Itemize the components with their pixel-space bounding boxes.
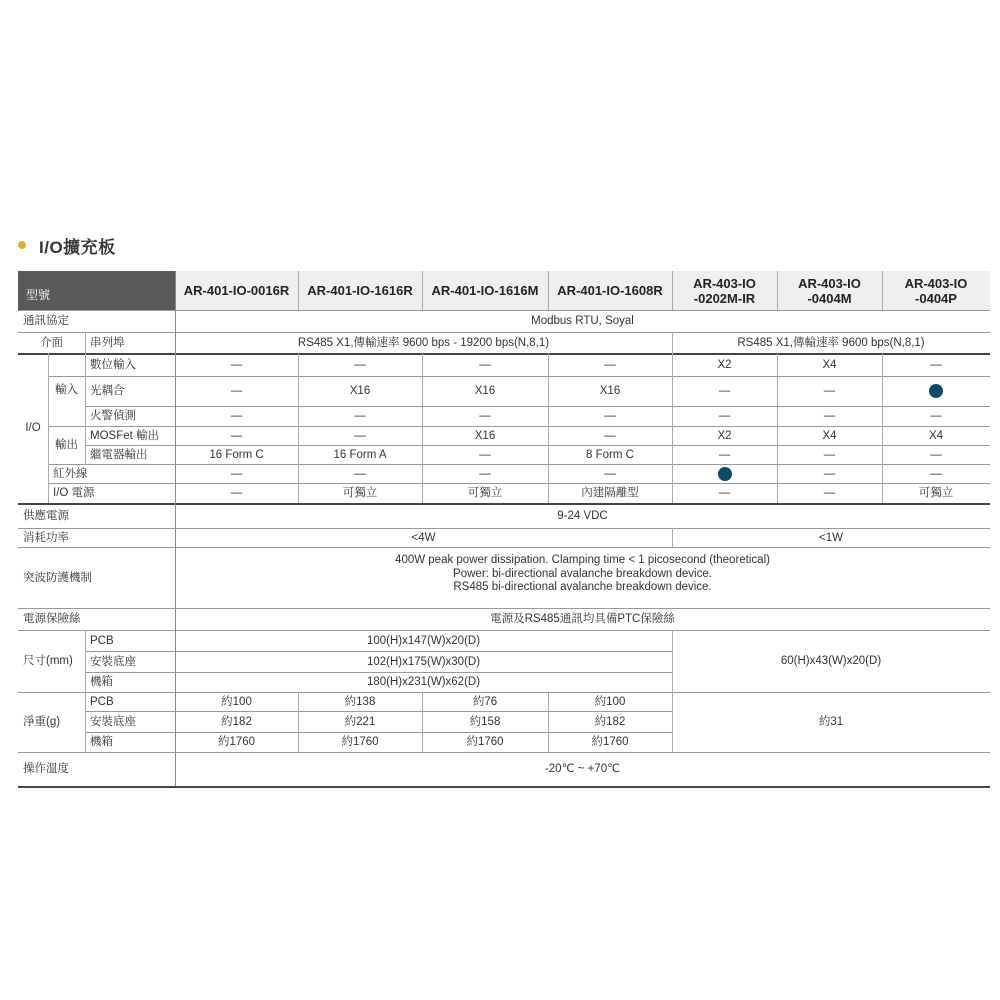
consumption-value-401: <4W [411, 531, 436, 544]
weight-value-cell: 約1760 [591, 736, 629, 748]
model-name: AR-401-IO-1616R [307, 283, 413, 298]
model-name: AR-401-IO-1608R [557, 283, 663, 298]
row-divider [48, 483, 990, 484]
column-divider [422, 271, 423, 310]
io-value-cell: X16 [349, 385, 371, 397]
io-relay-output-label: 繼電器輸出 [90, 448, 148, 461]
column-divider [548, 271, 549, 310]
weight-value-cell: 約182 [594, 715, 626, 728]
io-value-cell: — [823, 467, 836, 480]
header-model-5 [777, 271, 882, 310]
row-divider [18, 332, 990, 333]
row-divider [85, 445, 990, 446]
row-divider [18, 692, 990, 693]
io-value-cell: X16 [599, 385, 621, 397]
interface-value-403: RS485 X1,傳輸速率 9600 bps(N,8,1) [737, 336, 925, 349]
io-value-cell: 內建隔離型 [581, 487, 639, 499]
section-title-text: I/O擴充板 [39, 237, 116, 257]
io-value-cell: — [230, 358, 243, 371]
column-divider [672, 332, 673, 353]
header-model-0 [175, 271, 298, 310]
io-mosfet-output-label: MOSFet 輸出 [90, 429, 160, 442]
column-divider [48, 353, 49, 503]
row-divider [18, 630, 990, 631]
surge-line-1: 400W peak power dissipation. Clamping time < 1 picosecond (theoretical) [395, 554, 770, 567]
column-divider [85, 630, 86, 752]
weight-value-cell: 約1760 [217, 736, 256, 748]
column-divider [175, 271, 176, 786]
column-divider [672, 353, 673, 503]
row-divider [48, 464, 990, 465]
io-value-cell: — [479, 410, 491, 422]
io-value-cell: — [479, 448, 491, 461]
size-pcb-value: 100(H)x147(W)x20(D) [366, 634, 481, 647]
weight-value-403: 約31 [818, 716, 844, 728]
row-divider [18, 786, 990, 788]
size-case-label: 機箱 [90, 676, 113, 688]
header-model-4 [672, 271, 777, 310]
io-value-cell: — [230, 467, 243, 480]
io-value-cell: 可獨立 [342, 487, 378, 499]
weight-pcb-label: PCB [90, 695, 114, 708]
io-value-cell: 16 Form A [333, 448, 387, 461]
protocol-value: Modbus RTU, Soyal [531, 315, 634, 327]
model-name: AR-403-IO [693, 275, 756, 291]
size-mount-value: 102(H)x175(W)x30(D) [366, 655, 481, 668]
io-power-label: I/O 電源 [53, 487, 95, 499]
io-value-cell: — [718, 385, 731, 397]
header-model-label: 型號 [18, 271, 175, 310]
io-value-cell: — [479, 358, 491, 371]
io-fire-detect-label: 火警偵測 [90, 410, 136, 422]
io-value-cell: X16 [474, 385, 496, 397]
row-divider [18, 528, 990, 529]
io-value-cell: — [230, 429, 243, 442]
row-divider [18, 608, 990, 609]
weight-label: 淨重(g) [23, 716, 61, 728]
weight-value-cell: 約158 [469, 715, 501, 728]
column-divider [777, 271, 778, 310]
model-name: AR-403-IO [904, 275, 968, 291]
column-divider [85, 332, 86, 353]
model-name: AR-401-IO-1616M [431, 283, 539, 298]
model-name-suffix: -0404P [915, 290, 957, 306]
row-divider [18, 353, 990, 355]
filled-circle-icon [718, 467, 732, 481]
row-divider [85, 732, 672, 733]
io-value-cell: — [354, 467, 366, 480]
column-divider [882, 271, 883, 310]
interface-value-401: RS485 X1,傳輸速率 9600 bps - 19200 bps(N,8,1) [297, 336, 550, 349]
row-divider [18, 310, 990, 311]
protocol-label: 通訊協定 [23, 315, 69, 327]
io-value-cell: 8 Form C [586, 448, 634, 461]
row-divider [48, 376, 990, 377]
io-value-cell: — [230, 487, 243, 499]
surge-label: 突波防護機制 [23, 571, 92, 584]
fuse-label: 電源保險絲 [23, 613, 81, 625]
io-value-cell: X4 [928, 429, 944, 442]
io-value-cell: — [604, 429, 616, 442]
io-input-label: 輸入 [55, 383, 78, 396]
io-value-cell: 可獨立 [918, 487, 954, 499]
weight-value-cell: 約138 [344, 695, 376, 708]
io-value-cell: — [823, 487, 836, 499]
io-value-cell: — [823, 448, 836, 461]
interface-label: 介面 [40, 336, 63, 349]
supply-label: 供應電源 [23, 509, 69, 522]
size-case-value: 180(H)x231(W)x62(D) [366, 676, 481, 688]
weight-value-cell: 約221 [344, 715, 376, 728]
surge-line-3: RS485 bi-directional avalanche breakdown device. [453, 581, 712, 594]
column-divider [672, 271, 673, 310]
temperature-value: -20℃ ~ +70℃ [544, 763, 621, 775]
io-value-cell: — [604, 410, 616, 422]
column-divider [298, 271, 299, 310]
row-divider [48, 426, 990, 427]
io-value-cell: X4 [822, 429, 837, 442]
io-value-cell: — [823, 410, 836, 422]
io-value-cell: X2 [717, 429, 732, 442]
io-value-cell: X2 [717, 358, 732, 371]
model-name-suffix: -0404M [807, 290, 852, 306]
io-value-cell: 可獨立 [467, 487, 503, 499]
weight-value-cell: 約1760 [341, 736, 379, 748]
temperature-label: 操作溫度 [23, 763, 69, 775]
io-value-cell: — [604, 358, 616, 371]
column-divider [882, 353, 883, 503]
weight-value-cell: 約182 [221, 715, 252, 728]
consumption-value-403: <1W [819, 531, 843, 544]
io-value-cell: — [823, 385, 836, 397]
column-divider [548, 353, 549, 503]
bullet-icon [18, 241, 26, 249]
io-value-cell: — [354, 429, 366, 442]
io-value-cell: — [718, 410, 731, 422]
row-divider [18, 752, 990, 753]
io-infrared-label: 紅外線 [53, 467, 88, 480]
column-divider [422, 692, 423, 752]
io-optocoupler-label: 光耦合 [90, 385, 125, 397]
column-divider [672, 528, 673, 547]
header-model-1 [298, 271, 422, 310]
row-divider [85, 406, 990, 407]
io-value-cell: 16 Form C [209, 448, 264, 461]
size-pcb-label: PCB [90, 634, 114, 647]
weight-value-cell: 約100 [594, 695, 626, 708]
column-divider [422, 353, 423, 503]
io-value-cell: — [354, 410, 366, 422]
weight-value-cell: 約100 [221, 695, 252, 708]
column-divider [298, 353, 299, 503]
io-value-cell: X16 [474, 429, 496, 442]
io-label: I/O [25, 422, 41, 434]
size-label: 尺寸(mm) [23, 655, 73, 667]
filled-circle-icon [929, 384, 943, 398]
weight-value-cell: 約1760 [466, 736, 504, 748]
io-value-cell: — [930, 467, 942, 480]
header-model-3 [548, 271, 672, 310]
io-digital-input-label: 數位輸入 [90, 358, 136, 371]
model-name-suffix: -0202M-IR [693, 290, 756, 306]
weight-value-cell: 約76 [472, 695, 498, 708]
interface-sub-label: 串列埠 [90, 336, 125, 349]
row-divider [85, 651, 672, 652]
supply-value: 9-24 VDC [557, 509, 608, 522]
model-name: AR-403-IO [798, 275, 861, 291]
section-title [18, 233, 116, 257]
consumption-label: 消耗功率 [23, 531, 69, 544]
model-name: AR-401-IO-0016R [183, 283, 290, 298]
io-value-cell: — [930, 410, 942, 422]
weight-case-label: 機箱 [90, 736, 113, 748]
column-divider [85, 353, 86, 464]
io-value-cell [882, 376, 990, 406]
row-divider [85, 672, 672, 673]
surge-value [175, 547, 990, 608]
column-divider [672, 630, 673, 752]
header-model-6 [882, 271, 990, 310]
column-divider [777, 353, 778, 503]
row-divider [85, 711, 672, 712]
io-value-cell: — [718, 448, 731, 461]
io-value-cell: — [354, 358, 366, 371]
size-mount-label: 安裝底座 [90, 655, 136, 668]
row-divider [18, 547, 990, 548]
io-value-cell: — [930, 448, 942, 461]
io-value-cell: — [604, 467, 616, 480]
io-value-cell [672, 464, 777, 483]
io-value-cell: X4 [822, 358, 837, 371]
fuse-value: 電源及RS485通訊均具備PTC保險絲 [490, 613, 675, 625]
io-value-cell: — [230, 410, 243, 422]
io-value-cell: — [718, 487, 731, 499]
size-value-403: 60(H)x43(W)x20(D) [780, 655, 882, 667]
column-divider [548, 692, 549, 752]
column-divider [298, 692, 299, 752]
surge-line-2: Power: bi-directional avalanche breakdown device. [453, 567, 712, 580]
io-output-label: 輸出 [55, 439, 78, 451]
io-value-cell: — [930, 358, 942, 371]
io-value-cell: — [230, 385, 243, 397]
io-value-cell: — [479, 467, 491, 480]
weight-mount-label: 安裝底座 [90, 715, 136, 728]
header-model-2 [422, 271, 548, 310]
row-divider [18, 503, 990, 505]
